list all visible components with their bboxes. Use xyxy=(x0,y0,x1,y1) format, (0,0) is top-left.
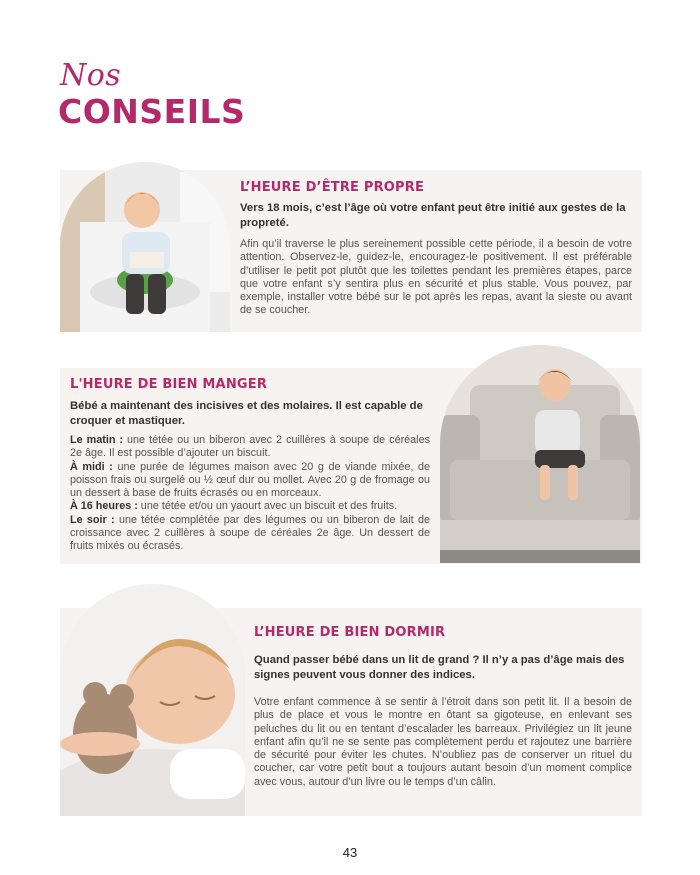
meal-text-morning: une tétée ou un biberon avec 2 cuillères à soupe de céréales 2e âge. Il est possible d’ajouter un biscuit. xyxy=(70,434,430,460)
section-body-eating xyxy=(70,434,430,554)
section-body-sleeping: Votre enfant commence à se sentir à l’étroit dans son petit lit. Il a besoin de plus de place et vous le montre en ôtant sa gigoteuse, en enlevant ses peluches du lit ou en tentant d’escalader les barreaux. Privilégiez un lit jeune enfant afin qu’il ne se sente pas complètement perdu et rajoutez une barrière de sécurité pour éviter les chutes. N’oubliez pas de conserver un rituel du coucher, car votre petit bout a toujours autant besoin d’un moment complice avec vous, autour d’un livre ou le temps d’un câlin. xyxy=(254,696,632,788)
section-title-sleeping: L’HEURE DE BIEN DORMIR xyxy=(254,625,446,640)
title-script: Nos xyxy=(60,58,122,93)
page-title: CONSEILS xyxy=(58,92,246,131)
section-body-potty: Afin qu’il traverse le plus sereinement possible cette période, il a besoin de votre attention. Observez-le, guidez-le, encouragez-le positivement. Il est préférable d’utiliser le petit pot plutôt que les toilettes pendant les premières étapes, parce que votre enfant s’y sentira plus en sécurité et plus stable. Vous pouvez, par exemple, installer votre bébé sur le pot après les repas, avant la sieste ou avant de se coucher. xyxy=(240,238,632,317)
section-title-potty: L’HEURE D’ÊTRE PROPRE xyxy=(240,180,425,195)
section-title-eating: L'HEURE DE BIEN MANGER xyxy=(70,377,268,392)
section-lead-potty: Vers 18 mois, c’est l’âge où votre enfant peut être initié aux gestes de la propreté. xyxy=(240,202,626,229)
photo-child-on-potty xyxy=(60,162,230,332)
meal-label-snack: À 16 heures : xyxy=(70,500,138,513)
section-lead-eating: Bébé a maintenant des incisives et des molaires. Il est capable de croquer et mastiquer. xyxy=(70,400,423,427)
meal-text-snack: une tétée et/ou un yaourt avec un biscuit et des fruits. xyxy=(137,500,398,513)
photo-sleeping-baby xyxy=(60,584,245,816)
page-number: 43 xyxy=(342,845,358,860)
meal-label-morning: Le matin : xyxy=(70,434,124,446)
meal-text-evening: une tétée complétée par des légumes ou un biberon de lait de croissance avec 2 cuillères à soupe de céréales 2e âge. Un dessert de fruits mixés ou écrasés. xyxy=(70,513,430,553)
section-lead-sleeping: Quand passer bébé dans un lit de grand ? Il n’y a pas d’âge mais des signes peuvent vous donner des indices. xyxy=(254,654,625,681)
meal-text-noon: une purée de légumes maison avec 20 g de viande mixée, de poisson frais ou surgelé ou ½ œuf dur ou mollet. Avec 20 g de fromage ou un dessert à base de fruits écrasés ou en morceaux. xyxy=(70,460,430,500)
photo-child-on-sofa xyxy=(440,345,640,563)
meal-label-evening: Le soir : xyxy=(70,513,115,526)
meal-label-noon: À midi : xyxy=(70,460,113,473)
